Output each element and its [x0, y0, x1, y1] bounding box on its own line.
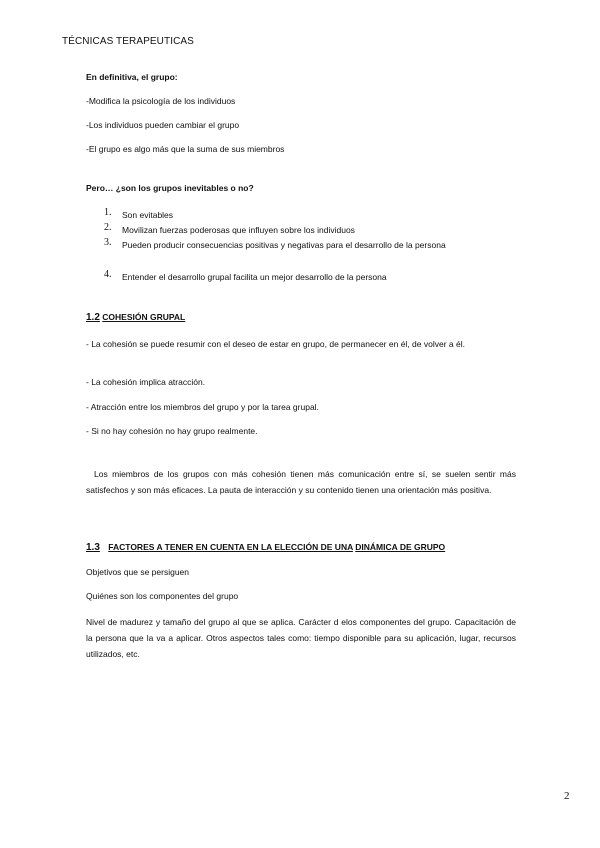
cohesion-item: - Atracción entre los miembros del grupo y por la tarea grupal. [86, 402, 319, 412]
intro-item: -Modifica la psicología de los individuos [86, 96, 236, 106]
section-heading-1-3 [86, 542, 516, 555]
cohesion-item: - Si no hay cohesión no hay grupo realmente. [86, 426, 258, 436]
item-text: Son evitables [122, 210, 174, 220]
factor-item: Quiénes son los componentes del grupo [86, 591, 239, 601]
item-text: Pueden producir consecuencias positivas y negativas para el desarrollo de la persona [122, 240, 446, 250]
section-title: COHESIÓN GRUPAL [102, 312, 186, 322]
section-heading-1-2 [86, 312, 516, 325]
section-title-part: FACTORES A TENER EN CUENTA EN LA ELECCIÓN DE UNA [108, 542, 353, 552]
item-number: 1. [104, 207, 112, 218]
intro-heading: En definitiva, el grupo: [86, 72, 178, 82]
intro-item: -Los individuos pueden cambiar el grupo [86, 120, 240, 130]
item-text: Movilizan fuerzas poderosas que influyen sobre los individuos [122, 225, 355, 235]
factor-item: Objetivos que se persiguen [86, 567, 190, 577]
intro-item: -El grupo es algo más que la suma de sus miembros [86, 144, 285, 154]
item-number: 2. [104, 222, 112, 233]
question-heading: Pero… ¿son los grupos inevitables o no? [86, 183, 254, 193]
item-number: 4. [104, 269, 112, 280]
factors-paragraph: Nivel de madurez y tamaño del grupo al que se aplica. Carácter d elos componentes del grupo. Capacitación de la persona que la va a aplicar. Otros aspectos tales como: tiempo disponible para su aplicación, lugar, recursos utilizados, etc. [86, 617, 516, 659]
page-number: 2 [564, 790, 570, 802]
cohesion-paragraph: Los miembros de los grupos con más cohesión tienen más comunicación entre sí, se suelen sentir más satisfechos y son más eficaces. La pauta de interacción y su contenido tienen una orientación más positiva. [86, 469, 516, 495]
section-title-part: DINÁMICA DE GRUPO [355, 542, 446, 552]
cohesion-item: - La cohesión se puede resumir con el deseo de estar en grupo, de permanecer en él, de volver a él. [86, 339, 465, 349]
item-text: Entender el desarrollo grupal facilita un mejor desarrollo de la persona [122, 272, 387, 282]
cohesion-item: - La cohesión implica atracción. [86, 377, 206, 387]
section-number: 1.3 [86, 542, 100, 553]
section-number: 1.2 [86, 312, 100, 323]
item-number: 3. [104, 237, 112, 248]
page-header: TÉCNICAS TERAPEUTICAS [62, 36, 194, 47]
